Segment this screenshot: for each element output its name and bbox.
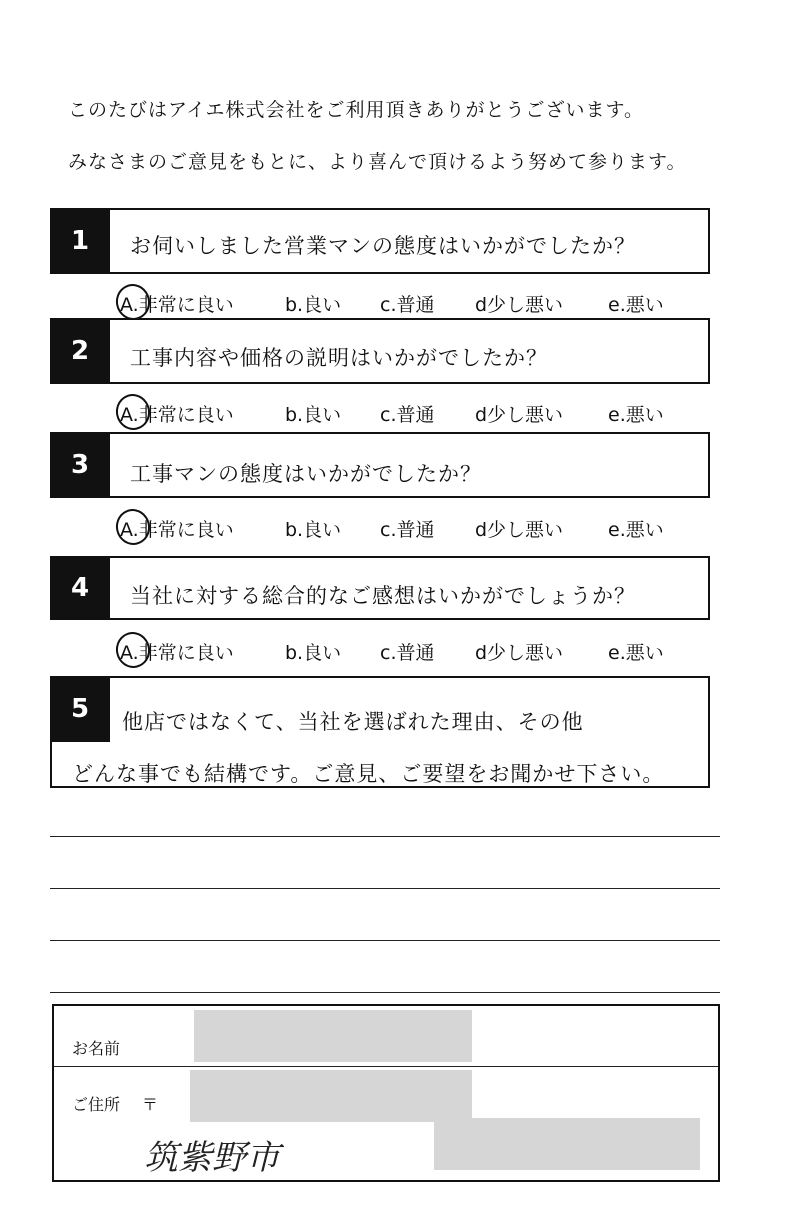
intro-line-2: みなさまのご意見をもとに、より喜んで頂けるよう努めて参ります。 <box>68 151 687 173</box>
question-4-text: 当社に対する総合的なご感想はいかがでしょうか？ <box>130 584 636 608</box>
q4-choice-b[interactable]: b.良い <box>285 642 342 664</box>
address-redaction-1 <box>190 1070 472 1122</box>
question-2-text: 工事内容や価格の説明はいかがでしたか？ <box>130 346 548 370</box>
q1-choice-a[interactable]: A.非常に良い <box>120 290 234 317</box>
q2-choice-d[interactable]: d少し悪い <box>475 404 564 426</box>
selected-circle-mark <box>113 506 154 548</box>
q2-choice-c[interactable]: c.普通 <box>380 404 435 426</box>
address-redaction-2 <box>434 1118 700 1170</box>
comment-line[interactable] <box>50 888 720 889</box>
question-4-number: 4 <box>50 556 110 620</box>
handwritten-address: 筑紫野市 <box>144 1138 280 1178</box>
postal-mark: 〒 <box>142 1095 159 1114</box>
question-3-text: 工事マンの態度はいかがでしたか？ <box>130 462 482 486</box>
q3-choice-d[interactable]: d少し悪い <box>475 519 564 541</box>
q3-choice-b[interactable]: b.良い <box>285 519 342 541</box>
q1-choice-d[interactable]: d少し悪い <box>475 294 564 316</box>
q2-choice-a[interactable]: A.非常に良い <box>120 400 234 427</box>
question-3-box <box>50 432 710 498</box>
q4-choice-e[interactable]: e.悪い <box>608 642 664 664</box>
selected-circle-mark <box>113 629 154 671</box>
question-2-number: 2 <box>50 318 110 384</box>
question-4-box <box>50 556 710 620</box>
q1-choice-b[interactable]: b.良い <box>285 294 342 316</box>
question-5-number: 5 <box>50 676 110 742</box>
selected-circle-mark <box>113 281 154 323</box>
question-5-box <box>50 676 710 788</box>
name-address-divider <box>54 1066 718 1067</box>
q4-choice-c[interactable]: c.普通 <box>380 642 435 664</box>
q1-choice-e[interactable]: e.悪い <box>608 294 664 316</box>
question-5-line-1: 他店ではなくて、当社を選ばれた理由、その他 <box>122 710 584 734</box>
q3-choice-a[interactable]: A.非常に良い <box>120 515 234 542</box>
question-3-number: 3 <box>50 432 110 498</box>
q2-choice-b[interactable]: b.良い <box>285 404 342 426</box>
question-1-text: お伺いしました営業マンの態度はいかがでしたか？ <box>130 234 636 258</box>
selected-circle-mark <box>113 391 154 433</box>
intro-line-1: このたびはアイエ株式会社をご利用頂きありがとうございます。 <box>68 99 645 121</box>
question-1-number: 1 <box>50 208 110 274</box>
contact-box <box>52 1004 720 1182</box>
q3-choice-c[interactable]: c.普通 <box>380 519 435 541</box>
comment-line[interactable] <box>50 940 720 941</box>
comment-line[interactable] <box>50 992 720 993</box>
q4-choice-d[interactable]: d少し悪い <box>475 642 564 664</box>
q2-choice-e[interactable]: e.悪い <box>608 404 664 426</box>
comment-line[interactable] <box>50 836 720 837</box>
address-label: ご住所 <box>72 1095 121 1114</box>
name-redaction <box>194 1010 472 1062</box>
name-label: お名前 <box>72 1039 121 1058</box>
question-1-box <box>50 208 710 274</box>
q3-choice-e[interactable]: e.悪い <box>608 519 664 541</box>
question-5-line-2: どんな事でも結構です。ご意見、ご要望をお聞かせ下さい。 <box>72 762 665 786</box>
q4-choice-a[interactable]: A.非常に良い <box>120 638 234 665</box>
q1-choice-c[interactable]: c.普通 <box>380 294 435 316</box>
question-2-box <box>50 318 710 384</box>
